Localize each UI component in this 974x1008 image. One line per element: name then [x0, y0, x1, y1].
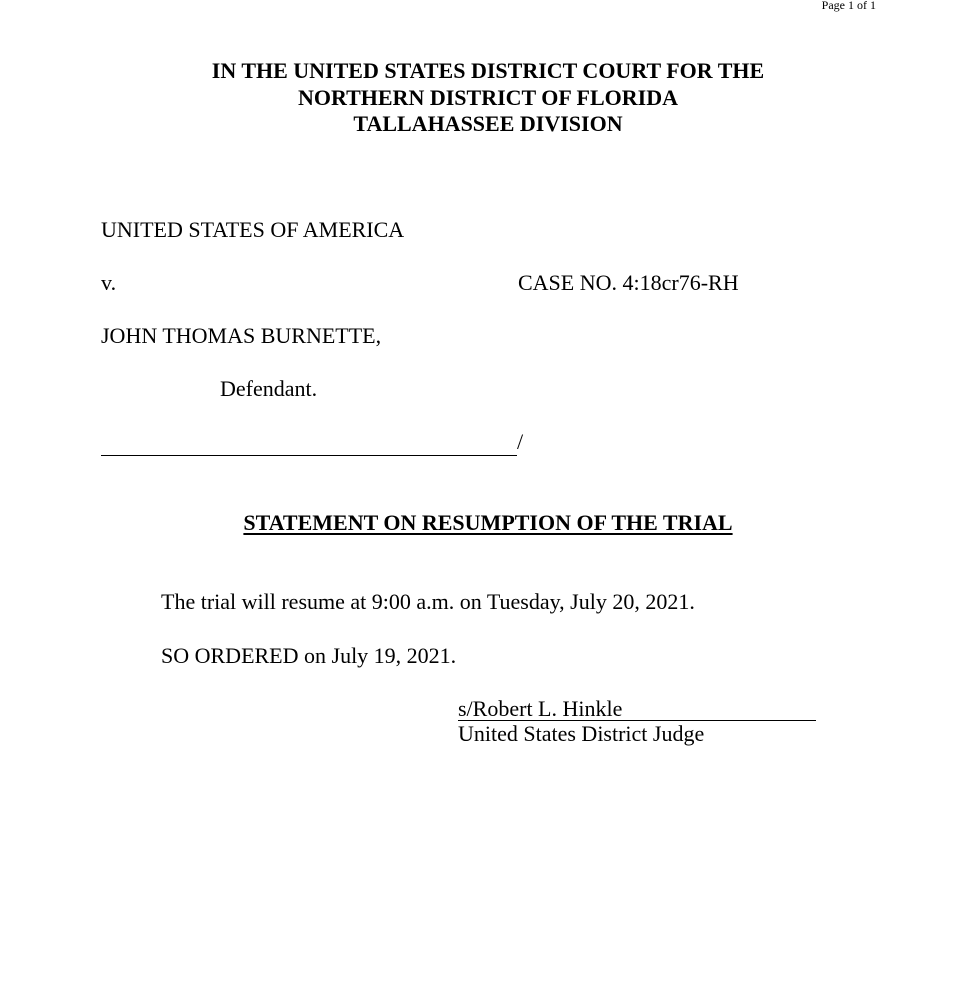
caption-divider-slash: / — [517, 429, 524, 454]
paragraph-so-ordered: SO ORDERED on July 19, 2021. — [161, 643, 457, 668]
paragraph-trial-resumption: The trial will resume at 9:00 a.m. on Tuesday, July 20, 2021. — [161, 589, 695, 614]
plaintiff-name: UNITED STATES OF AMERICA — [101, 217, 405, 242]
signature-line — [458, 696, 816, 721]
court-header — [0, 58, 974, 138]
court-header-line-3: TALLAHASSEE DIVISION — [353, 111, 623, 136]
page-indicator: Page 1 of 1 — [821, 0, 876, 12]
signature-block — [458, 696, 816, 747]
signature-name: s/Robert L. Hinkle — [458, 696, 623, 721]
signature-title: United States District Judge — [458, 721, 705, 746]
court-header-line-2: NORTHERN DISTRICT OF FLORIDA — [297, 84, 678, 110]
document-title: STATEMENT ON RESUMPTION OF THE TRIAL — [243, 510, 733, 535]
defendant-role: Defendant. — [220, 376, 318, 401]
caption-divider-line — [101, 455, 517, 456]
case-number: CASE NO. 4:18cr76-RH — [518, 270, 739, 295]
defendant-name: JOHN THOMAS BURNETTE, — [101, 323, 382, 348]
versus-label: v. — [101, 270, 117, 295]
court-header-line-1: IN THE UNITED STATES DISTRICT COURT FOR THE — [211, 58, 765, 83]
